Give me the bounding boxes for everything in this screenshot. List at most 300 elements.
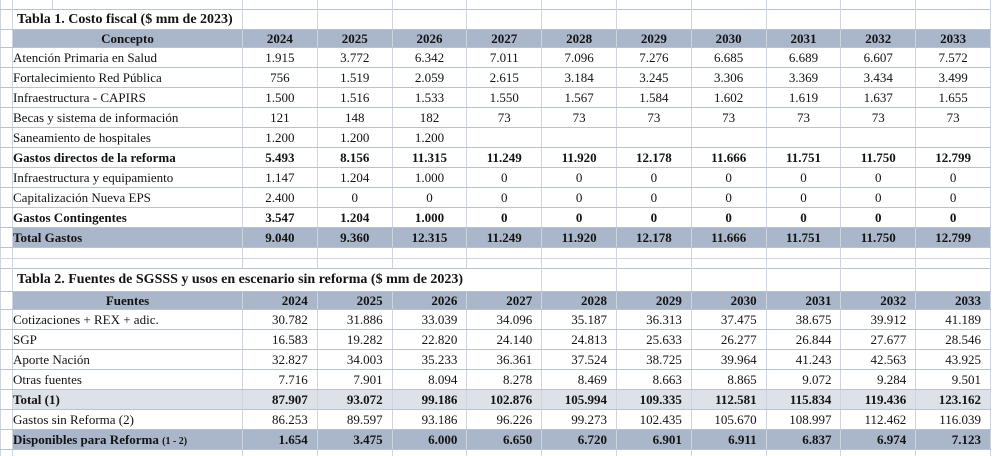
value-cell[interactable]: 6.342 xyxy=(392,48,467,68)
value-cell[interactable]: 0 xyxy=(841,208,916,228)
value-cell[interactable]: 41.243 xyxy=(766,350,841,370)
value-cell[interactable]: 2.059 xyxy=(392,68,467,88)
column-header-year[interactable]: 2026 xyxy=(392,30,467,48)
value-cell[interactable]: 24.813 xyxy=(542,330,617,350)
value-cell[interactable]: 22.820 xyxy=(392,330,467,350)
value-cell[interactable]: 11.249 xyxy=(467,228,542,248)
value-cell[interactable]: 1.500 xyxy=(243,88,318,108)
empty-cell[interactable] xyxy=(916,248,991,259)
value-cell[interactable]: 2.400 xyxy=(243,188,318,208)
empty-cell[interactable] xyxy=(317,248,392,259)
value-cell[interactable]: 148 xyxy=(317,108,392,128)
value-cell[interactable]: 8.156 xyxy=(317,148,392,168)
empty-cell[interactable] xyxy=(392,259,467,269)
row-header-cell[interactable] xyxy=(1,350,13,370)
value-cell[interactable]: 3.306 xyxy=(691,68,766,88)
row-label[interactable] xyxy=(13,68,243,88)
value-cell[interactable]: 39.964 xyxy=(691,350,766,370)
value-cell[interactable]: 6.607 xyxy=(841,48,916,68)
value-cell[interactable]: 7.901 xyxy=(317,370,392,390)
column-header-year[interactable]: 2025 xyxy=(317,292,392,310)
value-cell[interactable] xyxy=(766,128,841,148)
empty-cell[interactable] xyxy=(243,259,318,269)
row-label[interactable] xyxy=(13,410,243,430)
column-header-year[interactable]: 2026 xyxy=(392,292,467,310)
row-header-cell[interactable] xyxy=(1,30,13,48)
empty-cell[interactable] xyxy=(13,0,53,9)
value-cell[interactable]: 6.689 xyxy=(766,48,841,68)
value-cell[interactable]: 38.675 xyxy=(766,310,841,330)
value-cell[interactable]: 3.547 xyxy=(243,208,318,228)
empty-cell[interactable] xyxy=(317,450,392,456)
empty-cell[interactable] xyxy=(766,0,841,9)
value-cell[interactable]: 1.147 xyxy=(243,168,318,188)
empty-cell[interactable] xyxy=(243,0,318,9)
value-cell[interactable]: 11.751 xyxy=(766,228,841,248)
empty-cell[interactable] xyxy=(13,450,243,456)
value-cell[interactable]: 1.000 xyxy=(392,208,467,228)
value-cell[interactable]: 0 xyxy=(542,208,617,228)
value-cell[interactable]: 24.140 xyxy=(467,330,542,350)
value-cell[interactable]: 7.096 xyxy=(542,48,617,68)
value-cell[interactable]: 7.572 xyxy=(916,48,991,68)
table-row xyxy=(1,228,991,248)
value-cell[interactable]: 0 xyxy=(392,188,467,208)
value-cell[interactable]: 112.581 xyxy=(691,390,766,410)
value-cell[interactable]: 1.619 xyxy=(766,88,841,108)
value-cell[interactable]: 0 xyxy=(542,188,617,208)
empty-cell[interactable] xyxy=(691,269,766,292)
value-cell[interactable]: 27.677 xyxy=(841,330,916,350)
value-cell[interactable]: 73 xyxy=(616,108,691,128)
row-header-cell[interactable] xyxy=(1,10,13,30)
empty-cell[interactable] xyxy=(841,10,916,30)
value-cell[interactable]: 26.277 xyxy=(691,330,766,350)
value-cell[interactable]: 93.186 xyxy=(392,410,467,430)
value-cell[interactable]: 9.360 xyxy=(317,228,392,248)
value-cell[interactable]: 32.827 xyxy=(243,350,318,370)
row-header-cell[interactable] xyxy=(1,148,13,168)
value-cell[interactable]: 73 xyxy=(691,108,766,128)
empty-cell[interactable] xyxy=(616,248,691,259)
value-cell[interactable]: 112.462 xyxy=(841,410,916,430)
row-header-cell[interactable] xyxy=(1,310,13,330)
value-cell[interactable]: 8.865 xyxy=(691,370,766,390)
value-cell[interactable]: 102.435 xyxy=(617,410,692,430)
value-cell[interactable]: 1.204 xyxy=(317,168,392,188)
empty-cell[interactable] xyxy=(542,10,617,30)
empty-cell[interactable] xyxy=(392,10,467,30)
value-cell[interactable]: 11.315 xyxy=(392,148,467,168)
value-cell[interactable] xyxy=(467,128,542,148)
value-cell[interactable]: 1.550 xyxy=(467,88,542,108)
value-cell[interactable]: 0 xyxy=(916,188,991,208)
value-cell[interactable]: 1.637 xyxy=(841,88,916,108)
value-cell[interactable]: 3.245 xyxy=(616,68,691,88)
row-header-cell[interactable] xyxy=(1,168,13,188)
row-label[interactable] xyxy=(13,330,243,350)
table1-title[interactable]: Tabla 1. Costo fiscal ($ mm de 2023) xyxy=(13,10,243,30)
value-cell[interactable]: 25.633 xyxy=(617,330,692,350)
value-cell[interactable]: 37.475 xyxy=(691,310,766,330)
row-label[interactable] xyxy=(13,228,243,248)
value-cell[interactable]: 6.650 xyxy=(467,430,542,450)
value-cell[interactable]: 99.186 xyxy=(392,390,467,410)
value-cell[interactable]: 16.583 xyxy=(243,330,318,350)
row-label[interactable] xyxy=(13,310,243,330)
column-header-year[interactable]: 2028 xyxy=(542,292,617,310)
empty-cell[interactable] xyxy=(243,450,318,456)
empty-cell[interactable] xyxy=(691,259,766,269)
value-cell[interactable]: 0 xyxy=(691,188,766,208)
value-cell[interactable]: 0 xyxy=(916,168,991,188)
value-cell[interactable]: 41.189 xyxy=(916,310,991,330)
value-cell[interactable]: 9.284 xyxy=(841,370,916,390)
value-cell[interactable]: 0 xyxy=(691,208,766,228)
value-cell[interactable]: 1.519 xyxy=(317,68,392,88)
value-cell[interactable]: 3.434 xyxy=(841,68,916,88)
column-header-year[interactable]: 2030 xyxy=(691,30,766,48)
value-cell[interactable]: 7.716 xyxy=(243,370,318,390)
value-cell[interactable]: 1.602 xyxy=(691,88,766,108)
value-cell[interactable]: 7.123 xyxy=(916,430,991,450)
empty-cell[interactable] xyxy=(1,259,13,269)
value-cell[interactable]: 26.844 xyxy=(766,330,841,350)
value-cell[interactable]: 1.200 xyxy=(392,128,467,148)
value-cell[interactable]: 1.200 xyxy=(317,128,392,148)
value-cell[interactable]: 6.974 xyxy=(841,430,916,450)
value-cell[interactable]: 3.475 xyxy=(317,430,392,450)
value-cell[interactable]: 73 xyxy=(542,108,617,128)
empty-cell[interactable] xyxy=(616,450,691,456)
row-label[interactable] xyxy=(13,430,243,450)
empty-cell[interactable] xyxy=(317,0,392,9)
empty-cell[interactable] xyxy=(916,10,991,30)
value-cell[interactable]: 12.178 xyxy=(616,228,691,248)
empty-cell[interactable] xyxy=(542,248,617,259)
value-cell[interactable]: 12.799 xyxy=(916,148,991,168)
value-cell[interactable]: 86.253 xyxy=(243,410,318,430)
column-header-year[interactable]: 2024 xyxy=(243,292,318,310)
value-cell[interactable]: 19.282 xyxy=(317,330,392,350)
column-header-year[interactable]: 2030 xyxy=(691,292,766,310)
empty-cell[interactable] xyxy=(542,0,617,9)
empty-cell[interactable] xyxy=(691,248,766,259)
row-header-cell[interactable] xyxy=(1,128,13,148)
empty-cell[interactable] xyxy=(766,10,841,30)
empty-cell[interactable] xyxy=(766,269,841,292)
value-cell[interactable]: 28.546 xyxy=(916,330,991,350)
value-cell[interactable]: 12.799 xyxy=(916,228,991,248)
empty-cell[interactable] xyxy=(392,0,467,9)
row-label[interactable] xyxy=(13,108,243,128)
row-label[interactable] xyxy=(13,208,243,228)
empty-cell[interactable] xyxy=(542,259,617,269)
empty-cell[interactable] xyxy=(691,0,766,9)
row-header-cell[interactable] xyxy=(1,292,13,310)
empty-cell[interactable] xyxy=(766,450,841,456)
column-header-year[interactable]: 2028 xyxy=(542,30,617,48)
value-cell[interactable]: 42.563 xyxy=(841,350,916,370)
value-cell[interactable]: 1.584 xyxy=(616,88,691,108)
empty-cell[interactable] xyxy=(691,10,766,30)
value-cell[interactable]: 0 xyxy=(317,188,392,208)
empty-cell[interactable] xyxy=(317,259,392,269)
row-header-cell[interactable] xyxy=(1,370,13,390)
value-cell[interactable]: 0 xyxy=(841,168,916,188)
value-cell[interactable]: 11.249 xyxy=(467,148,542,168)
value-cell[interactable]: 5.493 xyxy=(243,148,318,168)
row-header-cell[interactable] xyxy=(1,108,13,128)
value-cell[interactable]: 11.750 xyxy=(841,148,916,168)
empty-cell[interactable] xyxy=(467,450,542,456)
value-cell[interactable]: 0 xyxy=(542,168,617,188)
value-cell[interactable]: 1.567 xyxy=(542,88,617,108)
row-header-cell[interactable] xyxy=(1,48,13,68)
value-cell[interactable]: 73 xyxy=(467,108,542,128)
empty-cell[interactable] xyxy=(53,0,243,9)
value-cell[interactable]: 105.994 xyxy=(542,390,617,410)
column-header-year[interactable]: 2031 xyxy=(766,292,841,310)
empty-cell[interactable] xyxy=(916,269,991,292)
empty-cell[interactable] xyxy=(243,248,318,259)
value-cell[interactable]: 9.501 xyxy=(916,370,991,390)
empty-cell[interactable] xyxy=(13,259,243,269)
value-cell[interactable]: 115.834 xyxy=(766,390,841,410)
value-cell[interactable]: 6.685 xyxy=(691,48,766,68)
value-cell[interactable]: 87.907 xyxy=(243,390,318,410)
value-cell[interactable]: 1.655 xyxy=(916,88,991,108)
value-cell[interactable]: 3.369 xyxy=(766,68,841,88)
column-header-year[interactable]: 2029 xyxy=(616,30,691,48)
column-header-year[interactable]: 2029 xyxy=(617,292,692,310)
value-cell[interactable]: 11.920 xyxy=(542,148,617,168)
value-cell[interactable]: 8.663 xyxy=(617,370,692,390)
value-cell[interactable]: 0 xyxy=(691,168,766,188)
value-cell[interactable]: 11.666 xyxy=(691,228,766,248)
value-cell[interactable]: 43.925 xyxy=(916,350,991,370)
value-cell[interactable]: 102.876 xyxy=(467,390,542,410)
value-cell[interactable]: 1.915 xyxy=(243,48,318,68)
row-header-cell[interactable] xyxy=(1,208,13,228)
row-label-text: Fortalecimiento Red Pública xyxy=(13,69,162,85)
empty-cell[interactable] xyxy=(467,248,542,259)
value-cell[interactable] xyxy=(916,128,991,148)
empty-cell[interactable] xyxy=(616,0,691,9)
value-cell[interactable]: 123.162 xyxy=(916,390,991,410)
value-cell[interactable]: 0 xyxy=(467,208,542,228)
value-cell[interactable]: 0 xyxy=(766,188,841,208)
value-cell[interactable]: 6.911 xyxy=(691,430,766,450)
empty-cell[interactable] xyxy=(243,10,318,30)
row-label[interactable] xyxy=(13,390,243,410)
value-cell[interactable]: 105.670 xyxy=(691,410,766,430)
value-cell[interactable]: 756 xyxy=(243,68,318,88)
empty-cell[interactable] xyxy=(467,10,542,30)
column-header-year[interactable]: 2025 xyxy=(317,30,392,48)
empty-cell[interactable] xyxy=(841,259,916,269)
row-header-cell[interactable] xyxy=(1,410,13,430)
row-label[interactable] xyxy=(13,88,243,108)
row-label[interactable] xyxy=(13,168,243,188)
empty-cell[interactable] xyxy=(841,450,916,456)
empty-cell[interactable] xyxy=(1,248,13,259)
empty-cell[interactable] xyxy=(841,0,916,9)
value-cell[interactable]: 0 xyxy=(616,168,691,188)
value-cell[interactable]: 108.997 xyxy=(766,410,841,430)
value-cell[interactable]: 0 xyxy=(766,168,841,188)
value-cell[interactable]: 9.072 xyxy=(766,370,841,390)
row-header-cell[interactable] xyxy=(1,68,13,88)
row-header-cell[interactable] xyxy=(1,330,13,350)
value-cell[interactable]: 36.313 xyxy=(617,310,692,330)
value-cell[interactable]: 11.666 xyxy=(691,148,766,168)
empty-cell[interactable] xyxy=(916,450,991,456)
value-cell[interactable]: 33.039 xyxy=(392,310,467,330)
column-header-concept[interactable]: Fuentes xyxy=(13,292,243,310)
value-cell[interactable]: 11.750 xyxy=(841,228,916,248)
empty-cell[interactable] xyxy=(841,269,916,292)
value-cell[interactable]: 121 xyxy=(243,108,318,128)
value-cell[interactable]: 182 xyxy=(392,108,467,128)
column-header-year[interactable]: 2024 xyxy=(243,30,318,48)
value-cell[interactable]: 73 xyxy=(841,108,916,128)
value-cell[interactable]: 99.273 xyxy=(542,410,617,430)
value-cell[interactable]: 37.524 xyxy=(542,350,617,370)
row-label[interactable] xyxy=(13,128,243,148)
value-cell[interactable]: 109.335 xyxy=(617,390,692,410)
value-cell[interactable]: 9.040 xyxy=(243,228,318,248)
table1-title-row xyxy=(1,10,991,30)
value-cell[interactable]: 6.000 xyxy=(392,430,467,450)
value-cell[interactable]: 0 xyxy=(916,208,991,228)
value-cell[interactable]: 96.226 xyxy=(467,410,542,430)
value-cell[interactable]: 1.654 xyxy=(243,430,318,450)
row-label[interactable] xyxy=(13,188,243,208)
empty-cell[interactable] xyxy=(542,269,617,292)
empty-cell[interactable] xyxy=(1,450,13,456)
value-cell[interactable]: 36.361 xyxy=(467,350,542,370)
empty-cell[interactable] xyxy=(392,248,467,259)
column-header-year[interactable]: 2032 xyxy=(841,30,916,48)
row-header-cell[interactable] xyxy=(1,390,13,410)
value-cell[interactable]: 2.615 xyxy=(467,68,542,88)
empty-cell[interactable] xyxy=(691,450,766,456)
value-cell[interactable]: 1.200 xyxy=(243,128,318,148)
value-cell[interactable] xyxy=(691,128,766,148)
value-cell[interactable]: 11.920 xyxy=(542,228,617,248)
value-cell[interactable]: 7.276 xyxy=(616,48,691,68)
empty-cell[interactable] xyxy=(617,269,692,292)
empty-cell[interactable] xyxy=(392,450,467,456)
value-cell[interactable]: 3.772 xyxy=(317,48,392,68)
value-cell[interactable]: 0 xyxy=(616,188,691,208)
value-cell[interactable] xyxy=(616,128,691,148)
value-cell[interactable]: 1.000 xyxy=(392,168,467,188)
value-cell[interactable]: 89.597 xyxy=(317,410,392,430)
value-cell[interactable]: 8.469 xyxy=(542,370,617,390)
value-cell[interactable]: 6.720 xyxy=(542,430,617,450)
row-header-cell[interactable] xyxy=(1,88,13,108)
empty-cell[interactable] xyxy=(916,0,991,9)
row-header-cell[interactable] xyxy=(1,269,13,292)
value-cell[interactable]: 30.782 xyxy=(243,310,318,330)
value-cell[interactable]: 0 xyxy=(467,168,542,188)
row-label[interactable] xyxy=(13,370,243,390)
value-cell[interactable]: 34.003 xyxy=(317,350,392,370)
row-label[interactable] xyxy=(13,148,243,168)
value-cell[interactable]: 12.315 xyxy=(392,228,467,248)
value-cell[interactable]: 35.187 xyxy=(542,310,617,330)
empty-cell[interactable] xyxy=(1,0,13,9)
value-cell[interactable]: 3.184 xyxy=(542,68,617,88)
value-cell[interactable]: 0 xyxy=(616,208,691,228)
empty-cell[interactable] xyxy=(841,248,916,259)
value-cell[interactable]: 6.901 xyxy=(617,430,692,450)
column-header-concept[interactable]: Concepto xyxy=(13,30,243,48)
value-cell[interactable]: 11.751 xyxy=(766,148,841,168)
value-cell[interactable]: 31.886 xyxy=(317,310,392,330)
value-cell[interactable]: 1.204 xyxy=(317,208,392,228)
empty-cell[interactable] xyxy=(467,259,542,269)
value-cell[interactable]: 93.072 xyxy=(317,390,392,410)
value-cell[interactable]: 34.096 xyxy=(467,310,542,330)
value-cell[interactable]: 116.039 xyxy=(916,410,991,430)
value-cell[interactable]: 38.725 xyxy=(617,350,692,370)
value-cell[interactable]: 12.178 xyxy=(616,148,691,168)
table2-title[interactable]: Tabla 2. Fuentes de SGSSS y usos en escenario sin reforma ($ mm de 2023) xyxy=(13,269,542,292)
value-cell[interactable]: 8.094 xyxy=(392,370,467,390)
value-cell[interactable]: 39.912 xyxy=(841,310,916,330)
column-header-year[interactable]: 2032 xyxy=(841,292,916,310)
row-header-cell[interactable] xyxy=(1,188,13,208)
column-header-year[interactable]: 2031 xyxy=(766,30,841,48)
column-header-year[interactable]: 2027 xyxy=(467,30,542,48)
empty-cell[interactable] xyxy=(766,259,841,269)
value-cell[interactable]: 0 xyxy=(841,188,916,208)
value-cell[interactable]: 119.436 xyxy=(841,390,916,410)
empty-cell[interactable] xyxy=(467,0,542,9)
column-header-year[interactable]: 2027 xyxy=(467,292,542,310)
value-cell[interactable] xyxy=(542,128,617,148)
empty-cell[interactable] xyxy=(766,248,841,259)
empty-cell[interactable] xyxy=(317,10,392,30)
empty-cell[interactable] xyxy=(542,450,617,456)
value-cell[interactable]: 0 xyxy=(766,208,841,228)
empty-cell[interactable] xyxy=(13,248,243,259)
row-header-cell[interactable] xyxy=(1,430,13,450)
empty-cell[interactable] xyxy=(616,259,691,269)
column-header-year[interactable]: 2033 xyxy=(916,30,991,48)
empty-cell[interactable] xyxy=(916,259,991,269)
value-cell[interactable]: 3.499 xyxy=(916,68,991,88)
row-label[interactable] xyxy=(13,350,243,370)
value-cell[interactable]: 1.516 xyxy=(317,88,392,108)
value-cell[interactable]: 73 xyxy=(916,108,991,128)
row-header-cell[interactable] xyxy=(1,228,13,248)
row-label[interactable] xyxy=(13,48,243,68)
value-cell[interactable]: 1.533 xyxy=(392,88,467,108)
value-cell[interactable]: 73 xyxy=(766,108,841,128)
value-cell[interactable] xyxy=(841,128,916,148)
value-cell[interactable]: 8.278 xyxy=(467,370,542,390)
value-cell[interactable]: 35.233 xyxy=(392,350,467,370)
value-cell[interactable]: 0 xyxy=(467,188,542,208)
column-header-year[interactable]: 2033 xyxy=(916,292,991,310)
empty-cell[interactable] xyxy=(616,10,691,30)
value-cell[interactable]: 6.837 xyxy=(766,430,841,450)
value-cell[interactable]: 7.011 xyxy=(467,48,542,68)
